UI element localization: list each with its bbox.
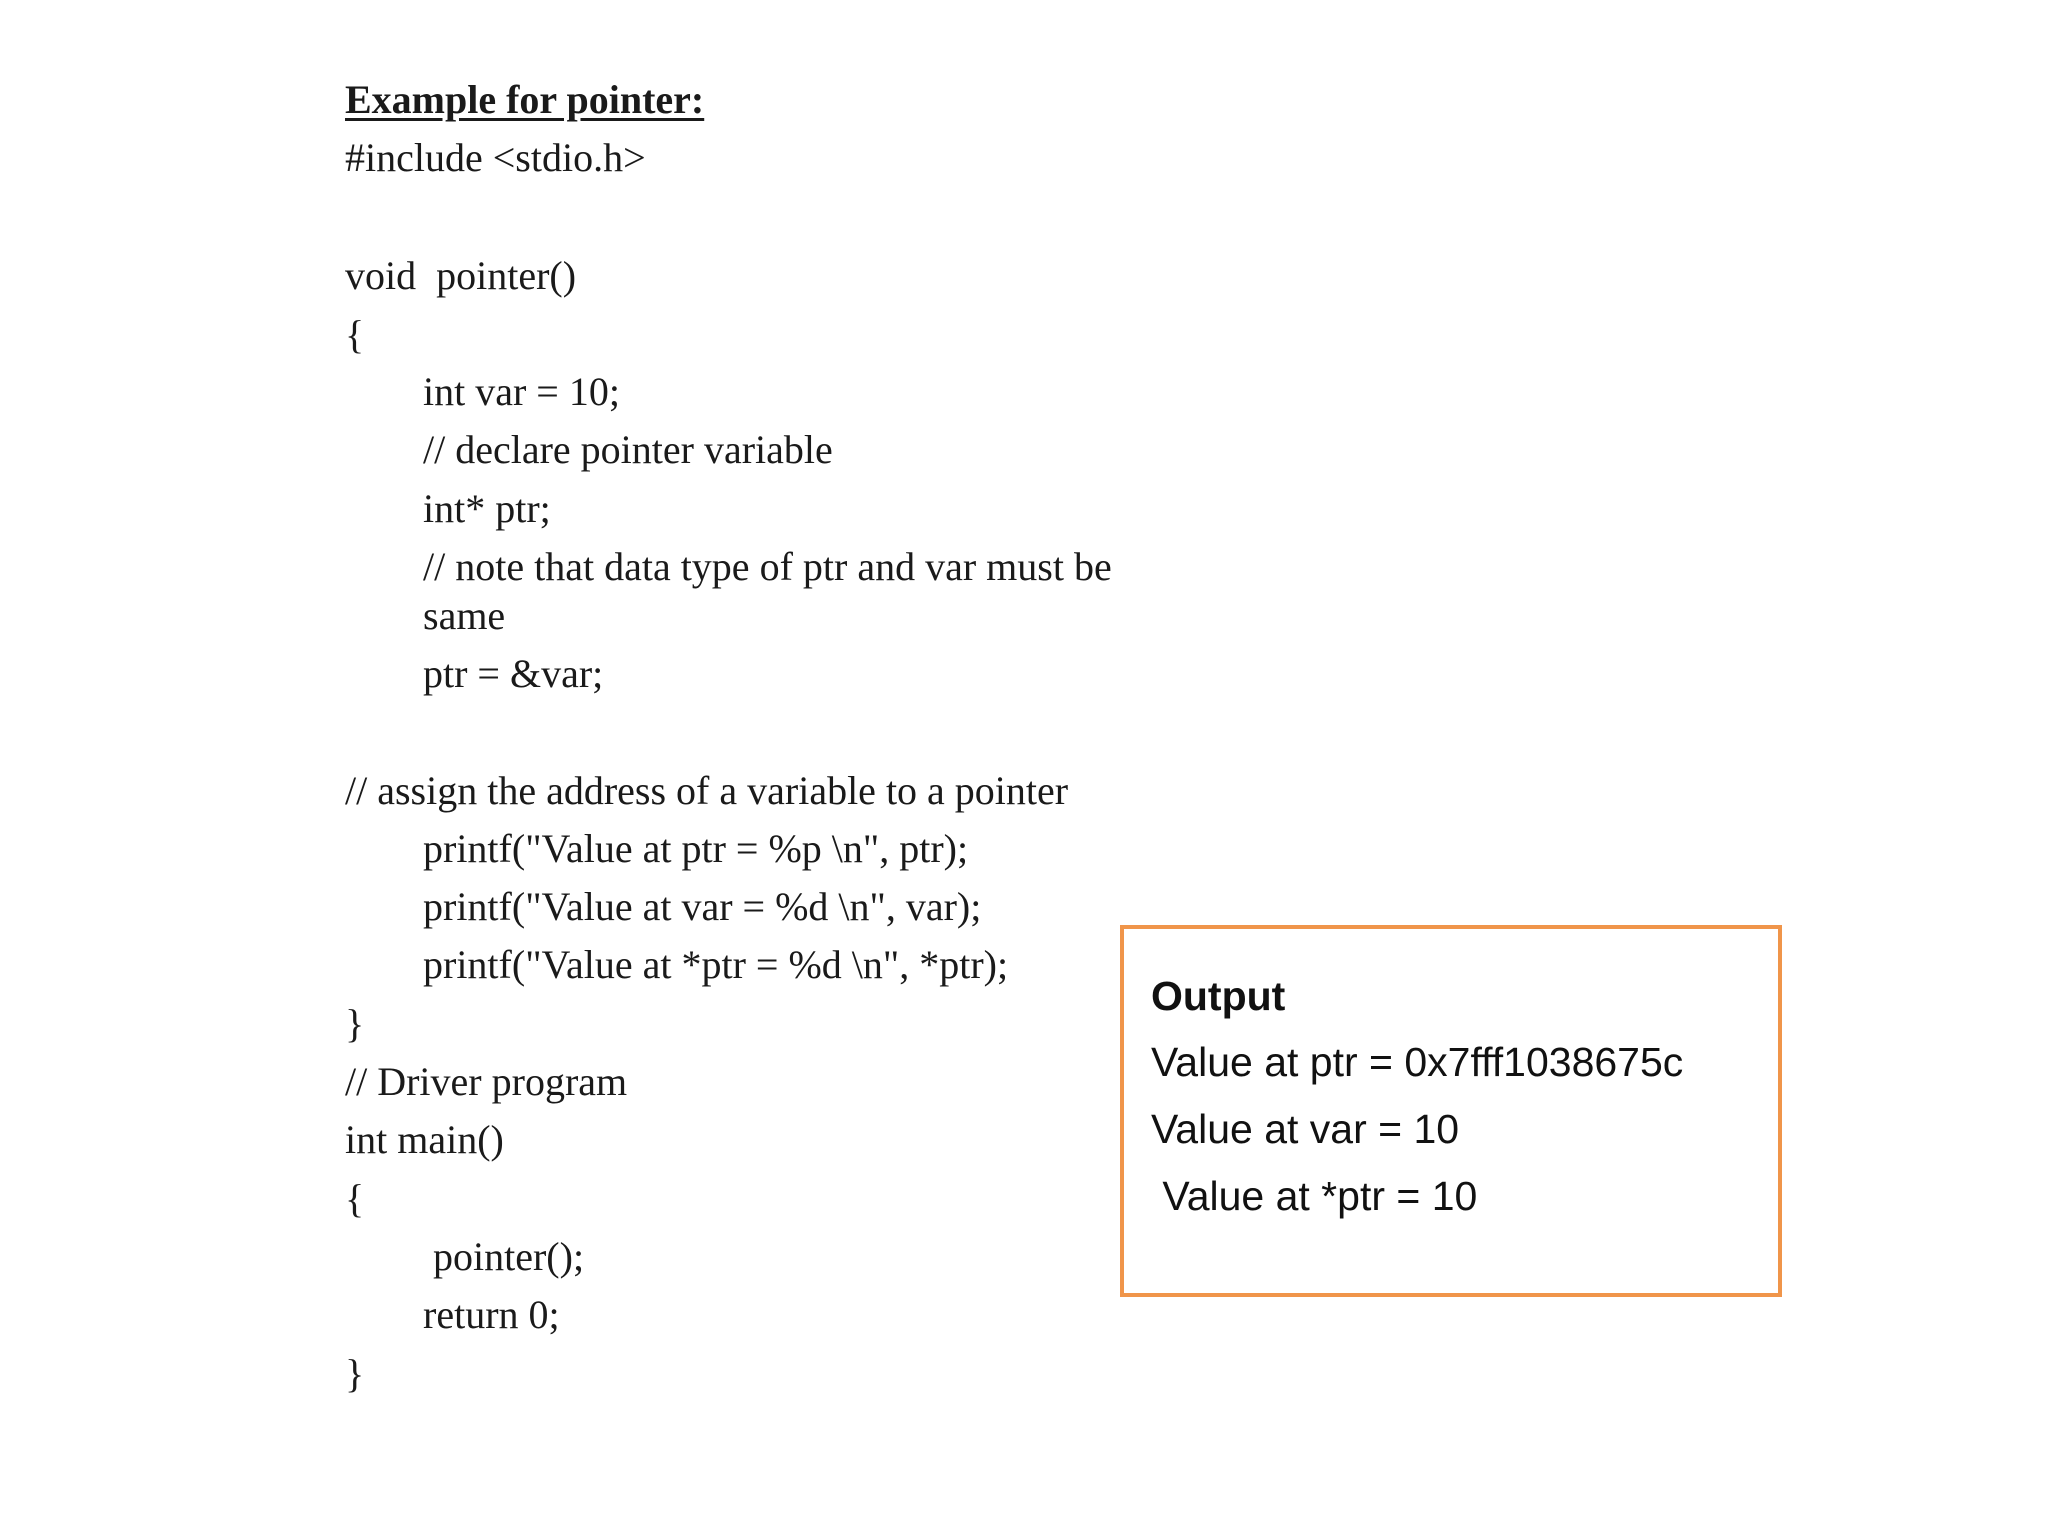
code-line-open-brace: { — [345, 312, 365, 357]
code-line-include: #include <stdio.h> — [345, 135, 646, 180]
code-line-call-pointer: pointer(); — [433, 1234, 585, 1279]
code-line-void-pointer: void pointer() — [345, 253, 577, 298]
output-line-ptr: Value at ptr = 0x7fff1038675c — [1151, 1039, 1684, 1085]
output-box — [1120, 925, 1782, 1297]
output-line-var: Value at var = 10 — [1151, 1106, 1460, 1152]
code-line-comment-assign: // assign the address of a variable to a pointer — [345, 768, 1069, 813]
code-line-int-main: int main() — [345, 1117, 504, 1162]
code-line-close-brace: } — [345, 1001, 365, 1046]
code-line-printf-var: printf("Value at var = %d \n", var); — [423, 884, 982, 929]
code-line-int-ptr: int* ptr; — [423, 486, 551, 531]
code-line-comment-note: // note that data type of ptr and var must be — [423, 544, 1112, 589]
code-line-printf-deref: printf("Value at *ptr = %d \n", *ptr); — [423, 942, 1009, 987]
code-line-main-open-brace: { — [345, 1176, 365, 1221]
code-line-return: return 0; — [423, 1292, 560, 1337]
example-heading: Example for pointer: — [345, 77, 705, 122]
code-line-int-var: int var = 10; — [423, 369, 620, 414]
code-line-main-close-brace: } — [345, 1351, 365, 1396]
output-title: Output — [1151, 973, 1286, 1019]
code-line-ptr-assign: ptr = &var; — [423, 651, 604, 696]
code-line-comment-declare: // declare pointer variable — [423, 427, 833, 472]
code-line-comment-same: same — [423, 593, 506, 638]
code-line-comment-driver: // Driver program — [345, 1059, 628, 1104]
code-line-printf-ptr: printf("Value at ptr = %p \n", ptr); — [423, 826, 969, 871]
output-line-deref: Value at *ptr = 10 — [1151, 1173, 1478, 1219]
